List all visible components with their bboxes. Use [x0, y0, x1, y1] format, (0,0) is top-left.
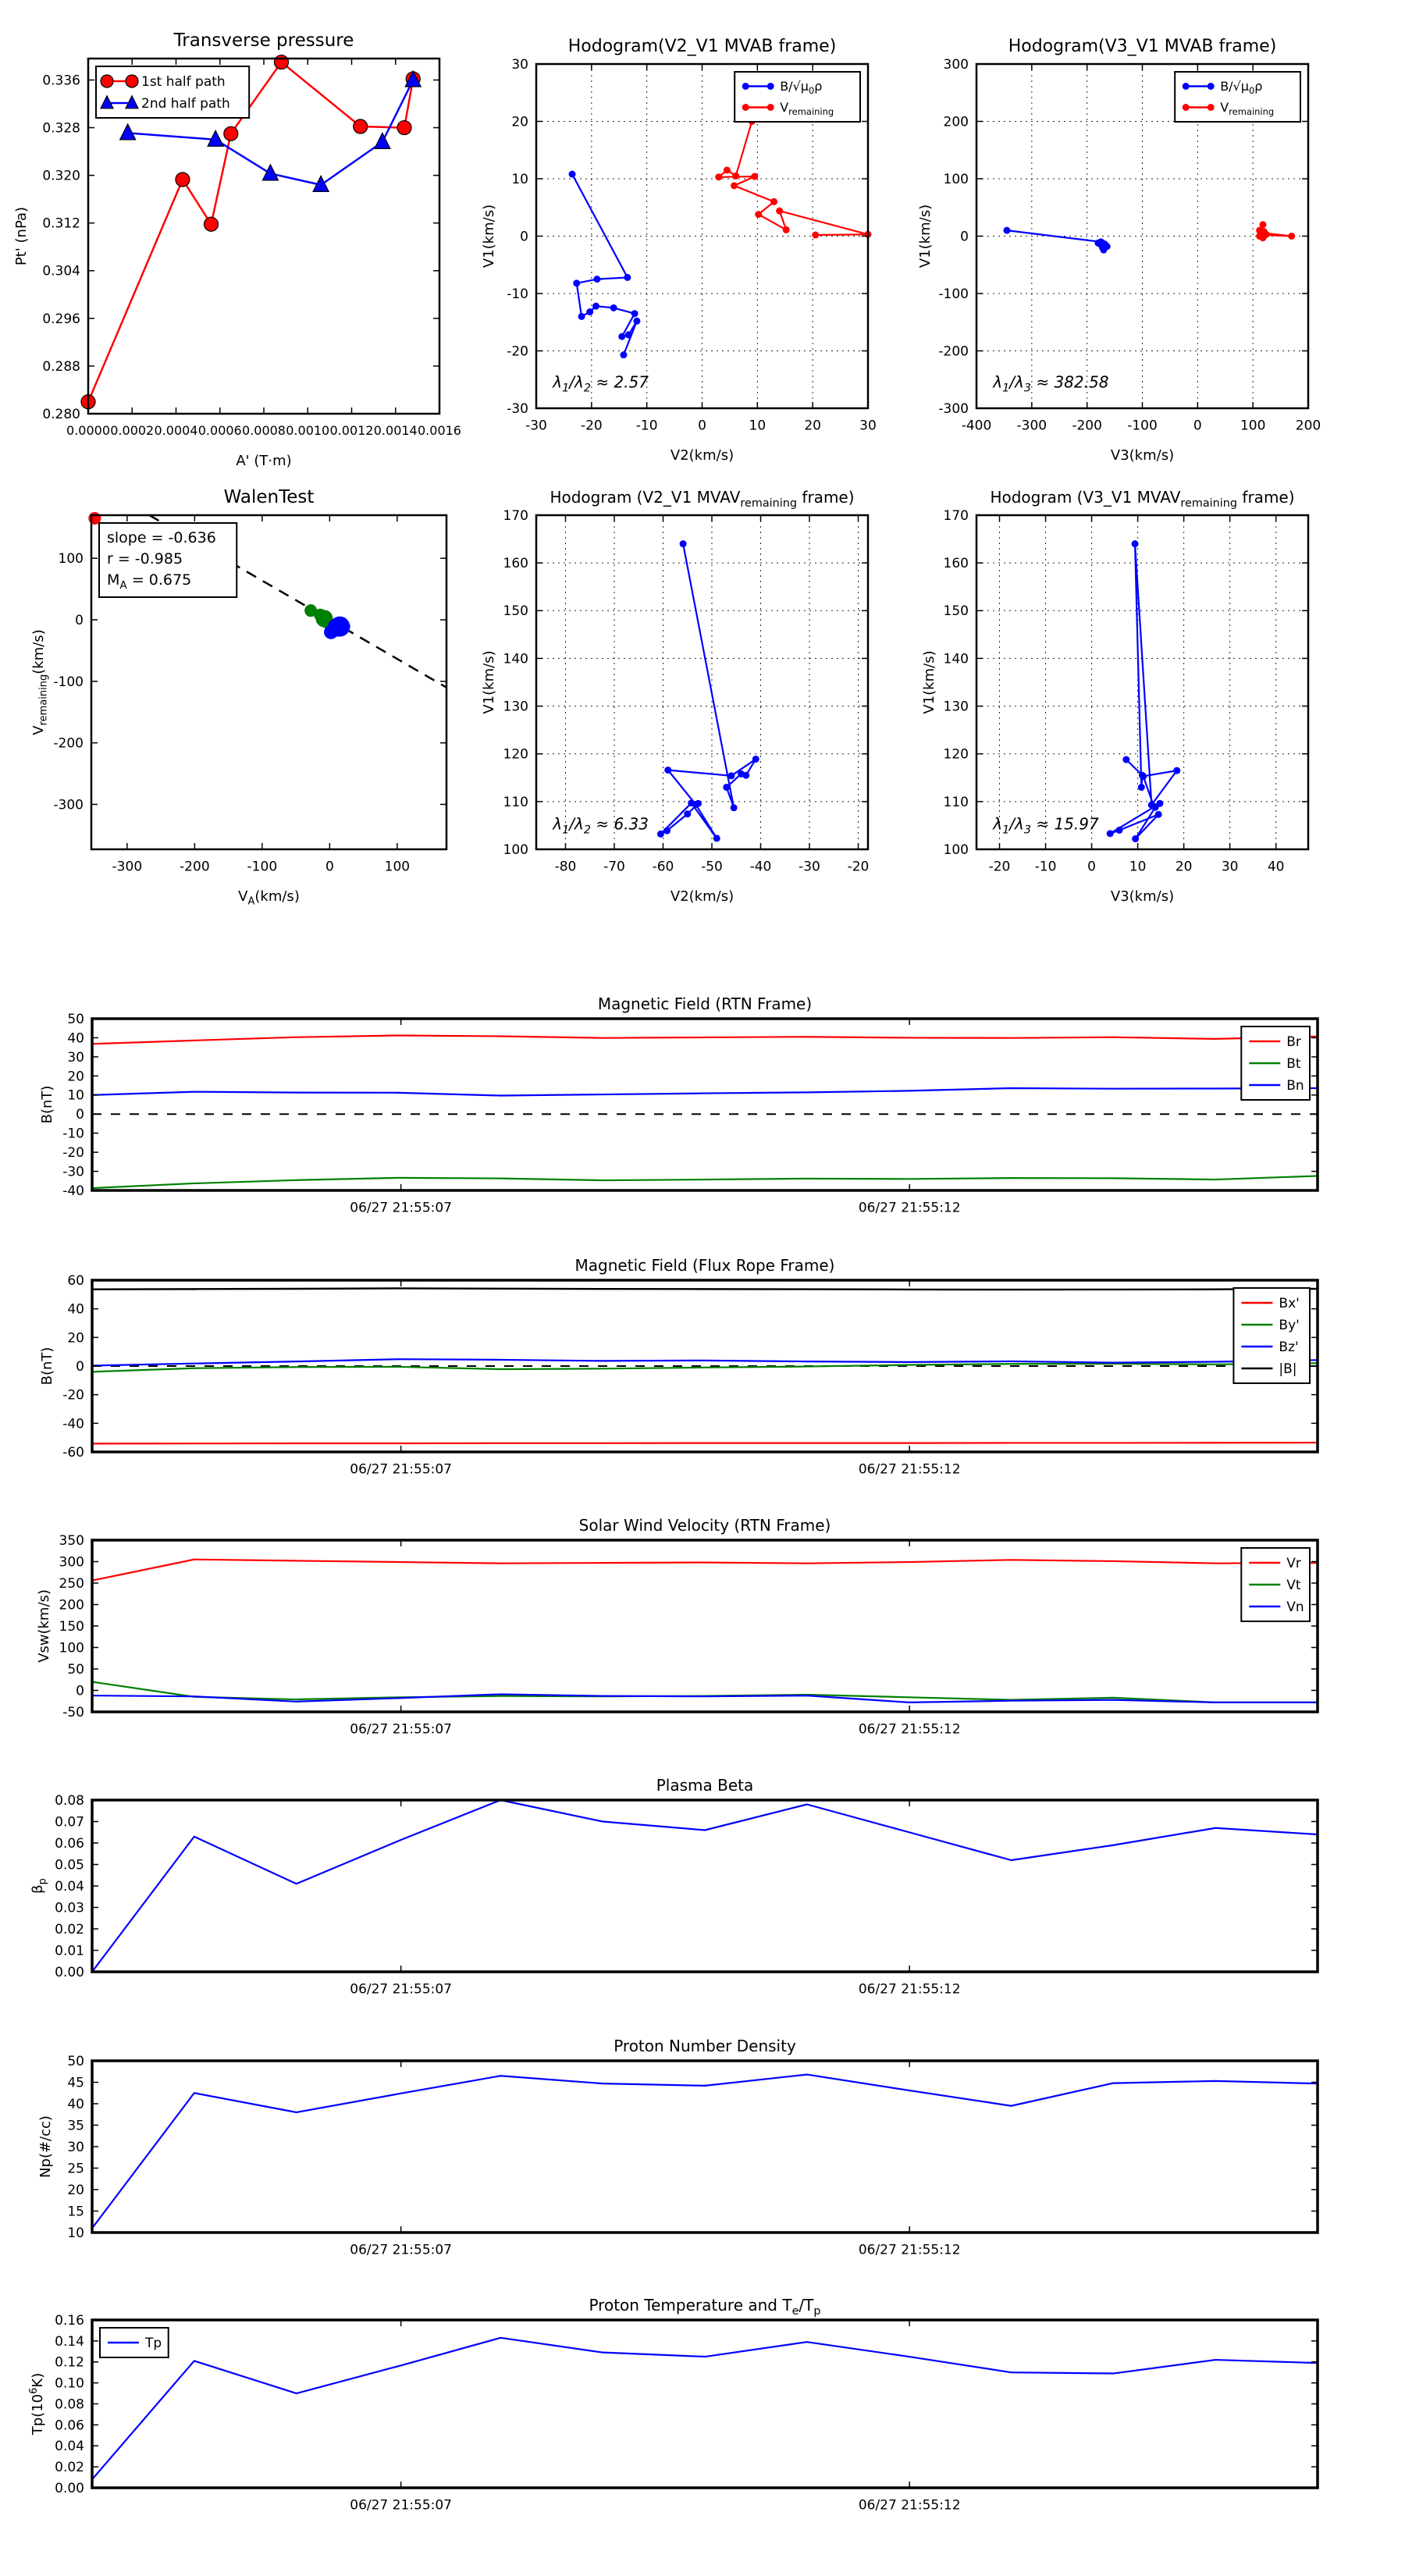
legend-label: 1st half path	[141, 73, 226, 90]
svg-text:0.04: 0.04	[55, 2439, 84, 2455]
svg-text:06/27 21:55:07: 06/27 21:55:07	[350, 1981, 453, 1998]
svg-text:06/27 21:55:12: 06/27 21:55:12	[858, 1461, 961, 1478]
axes-border	[92, 1540, 1318, 1712]
svg-text:06/27 21:55:12: 06/27 21:55:12	[858, 2497, 961, 2514]
svg-text:110: 110	[943, 794, 969, 810]
x-axis-label: V3(km/s)	[1110, 447, 1175, 464]
y-axis-label: V1(km/s)	[921, 650, 937, 714]
hodogram-v3v1-mvab-series-0	[1003, 227, 1110, 254]
y-axis-label: V1(km/s)	[481, 204, 497, 269]
hodogram-v3v1-mvav-grid	[976, 515, 1308, 849]
svg-text:20: 20	[511, 114, 528, 130]
svg-text:170: 170	[503, 507, 528, 524]
svg-text:06/27 21:55:07: 06/27 21:55:07	[350, 1721, 453, 1738]
svg-text:-200: -200	[180, 859, 210, 875]
svg-text:150: 150	[59, 1618, 84, 1635]
svg-text:160: 160	[943, 556, 969, 572]
svg-text:250: 250	[59, 1575, 84, 1592]
y-axis-label: V1(km/s)	[481, 650, 497, 714]
svg-text:0.0008: 0.0008	[242, 422, 286, 438]
svg-text:-200: -200	[53, 735, 84, 752]
svg-text:-70: -70	[603, 859, 625, 875]
svg-text:30: 30	[859, 418, 877, 434]
x-axis-label: V2(km/s)	[670, 888, 735, 905]
svg-text:-100: -100	[938, 286, 969, 302]
svg-text:20: 20	[1175, 859, 1193, 875]
y-axis-label: B(nT)	[39, 1085, 55, 1124]
svg-text:200: 200	[59, 1597, 84, 1614]
svg-text:140: 140	[503, 651, 528, 667]
plot-title: Plasma Beta	[656, 1776, 754, 1795]
velocity-rtn-ticks	[59, 1533, 1318, 1738]
svg-text:0.04: 0.04	[55, 1878, 84, 1895]
hodogram-v3v1-mvav-plot	[921, 488, 1308, 905]
svg-text:-20: -20	[847, 859, 870, 875]
stats-line: $M_A = 0.675$	[107, 571, 192, 592]
svg-text:0.0016: 0.0016	[418, 422, 461, 438]
legend-label: $V_{remaining}$	[780, 100, 834, 118]
plot-title: Magnetic Field (Flux Rope Frame)	[574, 1256, 835, 1275]
legend-label: $V_{remaining}$	[1220, 100, 1275, 118]
y-axis-label: V1(km/s)	[917, 204, 934, 269]
svg-text:120: 120	[503, 746, 528, 763]
svg-text:-60: -60	[652, 859, 674, 875]
svg-text:40: 40	[67, 2096, 84, 2112]
svg-text:-20: -20	[62, 1387, 84, 1404]
svg-text:-300: -300	[1016, 418, 1048, 434]
legend-label: $B/√\mu_0\rho$	[1220, 79, 1263, 97]
svg-text:0.280: 0.280	[42, 406, 80, 422]
svg-text:100: 100	[59, 1640, 84, 1656]
x-axis-label: V3(km/s)	[1110, 888, 1175, 905]
svg-text:200: 200	[943, 114, 969, 130]
svg-text:140: 140	[943, 651, 969, 667]
svg-text:-100: -100	[1127, 418, 1158, 434]
svg-text:50: 50	[67, 1661, 84, 1678]
svg-text:60: 60	[67, 1272, 84, 1289]
axes-border	[92, 2320, 1318, 2488]
mag-fluxrope-plot	[39, 1256, 1318, 1478]
y-axis-label: Vsw(km/s)	[36, 1589, 52, 1663]
eigenvalue-annotation: $\lambda_1/\lambda_2 \approx 6.33$	[553, 814, 649, 837]
svg-text:06/27 21:55:07: 06/27 21:55:07	[350, 2497, 453, 2514]
svg-text:-50: -50	[701, 859, 723, 875]
svg-text:-40: -40	[749, 859, 772, 875]
svg-text:-30: -30	[525, 418, 547, 434]
plasma-beta-series-0	[92, 1800, 1318, 1972]
svg-text:-10: -10	[507, 286, 528, 302]
svg-text:10: 10	[67, 1087, 84, 1104]
svg-text:06/27 21:55:12: 06/27 21:55:12	[858, 1981, 961, 1998]
legend-label: Tp	[145, 2335, 162, 2351]
svg-text:-100: -100	[247, 859, 278, 875]
svg-text:0.01: 0.01	[55, 1943, 84, 1959]
hodogram-v3v1-mvab-series-1	[1256, 221, 1295, 241]
svg-text:-100: -100	[53, 674, 84, 690]
velocity-rtn-series-0	[92, 1560, 1318, 1581]
svg-text:0: 0	[76, 1358, 84, 1375]
proton-density-ticks	[67, 2054, 1318, 2258]
eigenvalue-annotation: $\lambda_1/\lambda_2 \approx 2.57$	[553, 372, 649, 395]
plot-title: WalenTest	[223, 487, 315, 507]
legend-label: Bx'	[1279, 1295, 1300, 1311]
y-axis-label: Np(#/cc)	[37, 2115, 54, 2178]
svg-text:0.304: 0.304	[42, 263, 80, 279]
mag-rtn-series-2	[92, 1088, 1318, 1096]
y-axis-label: B(nT)	[39, 1347, 55, 1386]
svg-text:0.0012: 0.0012	[329, 422, 374, 438]
svg-text:300: 300	[59, 1554, 84, 1571]
svg-text:15: 15	[67, 2204, 84, 2220]
svg-text:10: 10	[67, 2225, 84, 2241]
svg-text:10: 10	[511, 171, 528, 187]
svg-text:100: 100	[384, 859, 411, 875]
axes-border	[92, 1019, 1318, 1190]
svg-text:06/27 21:55:07: 06/27 21:55:07	[350, 1461, 453, 1478]
svg-text:0.08: 0.08	[55, 1792, 84, 1809]
y-axis-label: $V_{remaining}(km/s)$	[30, 629, 50, 735]
svg-text:0.12: 0.12	[55, 2354, 84, 2371]
svg-text:100: 100	[943, 171, 969, 187]
svg-text:0.05: 0.05	[55, 1857, 84, 1873]
svg-text:10: 10	[749, 418, 767, 434]
svg-text:45: 45	[67, 2075, 84, 2091]
hodogram-v2v1-mvab-series-1	[715, 107, 871, 238]
velocity-rtn-legend	[1241, 1548, 1310, 1621]
svg-text:06/27 21:55:07: 06/27 21:55:07	[350, 2242, 453, 2258]
svg-text:-200: -200	[938, 343, 969, 360]
svg-text:160: 160	[503, 556, 528, 572]
svg-text:20: 20	[67, 1330, 84, 1347]
svg-text:0.07: 0.07	[55, 1814, 84, 1831]
svg-text:0.328: 0.328	[42, 120, 80, 137]
svg-text:-30: -30	[507, 400, 528, 417]
svg-text:200: 200	[1295, 418, 1321, 434]
svg-text:-300: -300	[112, 859, 143, 875]
svg-text:0.06: 0.06	[55, 1835, 84, 1852]
plot-title: Hodogram(V3_V1 MVAB frame)	[1008, 37, 1277, 56]
hodogram-v2v1-mvav-plot	[481, 488, 870, 905]
svg-text:300: 300	[943, 56, 969, 73]
svg-text:0: 0	[325, 859, 334, 875]
svg-text:100: 100	[503, 841, 528, 858]
proton-density-series-0	[92, 2075, 1318, 2229]
svg-text:0.0004: 0.0004	[154, 422, 198, 438]
legend-label: Bn	[1286, 1077, 1304, 1094]
eigenvalue-annotation: $\lambda_1/\lambda_3 \approx 382.58$	[993, 372, 1109, 395]
svg-text:-20: -20	[507, 343, 528, 360]
legend-label: Vn	[1286, 1599, 1304, 1615]
legend-label: Vt	[1286, 1577, 1301, 1593]
svg-text:06/27 21:55:12: 06/27 21:55:12	[858, 1721, 961, 1738]
svg-text:0.03: 0.03	[55, 1900, 84, 1916]
velocity-rtn-series-1	[92, 1682, 1318, 1703]
svg-text:20: 20	[804, 418, 821, 434]
svg-text:0.0014: 0.0014	[373, 422, 418, 438]
svg-text:-10: -10	[1034, 859, 1057, 875]
svg-text:0.08: 0.08	[55, 2396, 84, 2413]
svg-text:20: 20	[67, 1069, 84, 1085]
svg-text:0: 0	[1087, 859, 1096, 875]
mag-fluxrope-legend	[1233, 1288, 1310, 1383]
svg-text:0.00: 0.00	[55, 1964, 84, 1980]
svg-text:50: 50	[67, 2053, 84, 2069]
svg-text:-50: -50	[62, 1704, 84, 1720]
svg-text:0.02: 0.02	[55, 1921, 84, 1937]
svg-text:120: 120	[943, 746, 969, 763]
plot-title: Hodogram(V2_V1 MVAB frame)	[567, 37, 837, 56]
stats-line: slope = -0.636	[107, 529, 216, 546]
svg-text:40: 40	[67, 1301, 84, 1318]
walen-test-plot	[30, 487, 446, 908]
hodogram-v2v1-mvav-series-0	[657, 540, 759, 841]
y-axis-label: $\beta_p$	[30, 1878, 49, 1894]
proton-density-plot	[37, 2037, 1318, 2258]
svg-text:0.00: 0.00	[55, 2480, 84, 2496]
transverse-pressure-plot	[13, 30, 461, 469]
svg-text:-20: -20	[988, 859, 1011, 875]
svg-text:06/27 21:55:12: 06/27 21:55:12	[858, 2242, 961, 2258]
legend-label: |B|	[1279, 1361, 1297, 1377]
plot-title: Hodogram (V2_V1 $MVAV_{remaining}$ frame)	[550, 488, 855, 510]
plasma-beta-ticks	[55, 1793, 1318, 1998]
svg-text:0.312: 0.312	[42, 215, 80, 232]
svg-text:0: 0	[960, 229, 969, 245]
proton-temp-legend	[100, 2328, 169, 2357]
svg-text:0: 0	[698, 418, 706, 434]
svg-text:10: 10	[1129, 859, 1147, 875]
svg-text:-200: -200	[1072, 418, 1102, 434]
plot-title: Proton Number Density	[614, 2037, 796, 2055]
hodogram-v2v1-mvav-grid	[536, 515, 868, 849]
proton-temp-plot	[28, 2296, 1318, 2514]
svg-text:-30: -30	[799, 859, 820, 875]
velocity-rtn-plot	[36, 1516, 1318, 1738]
axes-border	[92, 1280, 1318, 1452]
svg-text:25: 25	[67, 2161, 84, 2177]
svg-text:0.0002: 0.0002	[110, 422, 155, 438]
plot-title: Hodogram (V3_V1 $MVAV_{remaining}$ frame)	[990, 488, 1295, 510]
hodogram-v2v1-mvab-series-0	[569, 171, 641, 359]
svg-text:-80: -80	[554, 859, 577, 875]
svg-text:-40: -40	[62, 1183, 84, 1199]
svg-text:0: 0	[75, 612, 84, 628]
svg-text:0: 0	[76, 1107, 84, 1123]
x-axis-label: $V_A(km/s)$	[238, 888, 300, 908]
axes-border	[92, 1800, 1318, 1972]
plot-title: Magnetic Field (RTN Frame)	[597, 994, 813, 1013]
mag-rtn-series-1	[92, 1176, 1318, 1188]
y-axis-label: $Tp(10^6K)$	[28, 2372, 46, 2435]
svg-text:0.14: 0.14	[55, 2333, 84, 2350]
walen-test-stats-box	[99, 523, 237, 597]
eigenvalue-annotation: $\lambda_1/\lambda_3 \approx 15.97$	[993, 814, 1099, 837]
svg-text:20: 20	[67, 2182, 84, 2198]
svg-text:0.336: 0.336	[42, 73, 80, 89]
svg-text:0.296: 0.296	[42, 311, 80, 327]
svg-text:06/27 21:55:12: 06/27 21:55:12	[858, 1200, 961, 1216]
svg-text:0.288: 0.288	[42, 358, 80, 375]
mag-rtn-plot	[39, 994, 1318, 1216]
svg-text:30: 30	[67, 1049, 84, 1066]
hodogram-v2v1-mvab-legend	[735, 72, 860, 122]
svg-text:30: 30	[511, 56, 528, 73]
transverse-pressure-legend	[96, 66, 249, 118]
svg-text:30: 30	[1221, 859, 1239, 875]
svg-text:-60: -60	[62, 1444, 84, 1461]
svg-text:-20: -20	[580, 418, 603, 434]
legend-label: Br	[1286, 1034, 1301, 1050]
plot-title: Proton Temperature and $T_e/T_p$	[589, 2296, 821, 2318]
mag-fluxrope-series-1	[92, 1363, 1318, 1372]
x-axis-label: V2(km/s)	[670, 447, 735, 464]
svg-text:-20: -20	[62, 1145, 84, 1162]
svg-text:130: 130	[503, 699, 528, 715]
x-axis-label: A' (T·m)	[236, 453, 292, 469]
svg-text:150: 150	[943, 603, 969, 620]
svg-text:110: 110	[503, 794, 528, 810]
legend-label: Bz'	[1279, 1339, 1299, 1355]
svg-text:0.06: 0.06	[55, 2418, 84, 2434]
hodogram-v3v1-mvav-series-0	[1107, 540, 1181, 842]
svg-text:170: 170	[943, 507, 969, 524]
axes-border	[536, 515, 868, 849]
mag-rtn-legend	[1241, 1026, 1310, 1100]
plot-title: Transverse pressure	[173, 30, 354, 51]
legend-label: Bt	[1286, 1055, 1301, 1072]
svg-text:40: 40	[67, 1030, 84, 1047]
legend-label: 2nd half path	[141, 95, 230, 112]
y-axis-label: Pt' (nPa)	[13, 206, 30, 266]
svg-text:40: 40	[1267, 859, 1285, 875]
svg-text:100: 100	[58, 551, 84, 568]
svg-text:0: 0	[76, 1683, 84, 1699]
axes-border	[976, 515, 1308, 849]
hodogram-v3v1-mvab-legend	[1175, 72, 1300, 122]
svg-text:0.0010: 0.0010	[286, 422, 330, 438]
svg-text:0.02: 0.02	[55, 2460, 84, 2476]
svg-text:35: 35	[67, 2118, 84, 2134]
svg-text:-400: -400	[961, 418, 992, 434]
svg-text:-40: -40	[62, 1416, 84, 1432]
svg-text:0: 0	[520, 229, 528, 245]
svg-text:100: 100	[943, 841, 969, 858]
plot-title: Solar Wind Velocity (RTN Frame)	[578, 1516, 831, 1535]
svg-text:0.16: 0.16	[55, 2312, 84, 2329]
legend-label: Vr	[1286, 1555, 1301, 1571]
svg-text:30: 30	[67, 2139, 84, 2155]
svg-text:-10: -10	[635, 418, 658, 434]
proton-temp-ticks	[55, 2313, 1318, 2514]
svg-text:100: 100	[1240, 418, 1266, 434]
svg-text:0.10: 0.10	[55, 2375, 84, 2392]
svg-text:06/27 21:55:07: 06/27 21:55:07	[350, 1200, 453, 1216]
mag-rtn-series-0	[92, 1036, 1318, 1044]
proton-temp-series-0	[92, 2335, 1318, 2479]
hodogram-v3v1-mvab-plot	[917, 37, 1321, 464]
svg-text:0.0006: 0.0006	[197, 422, 242, 438]
mag-fluxrope-ticks	[62, 1273, 1318, 1478]
svg-text:50: 50	[67, 1011, 84, 1027]
svg-text:0.0000: 0.0000	[66, 422, 110, 438]
svg-text:-30: -30	[62, 1164, 84, 1180]
svg-text:0.320: 0.320	[42, 168, 80, 184]
svg-text:0: 0	[1193, 418, 1202, 434]
mag-fluxrope-series-3	[92, 1288, 1318, 1290]
hodogram-v2v1-mvab-plot	[481, 37, 877, 464]
svg-text:350: 350	[59, 1532, 84, 1549]
legend-label: $B/√\mu_0\rho$	[780, 79, 823, 97]
svg-text:-10: -10	[62, 1126, 84, 1142]
stats-line: r = -0.985	[107, 550, 183, 568]
svg-text:-300: -300	[938, 400, 969, 417]
svg-text:-300: -300	[53, 797, 84, 813]
svg-text:150: 150	[503, 603, 528, 620]
legend-label: By'	[1279, 1317, 1300, 1333]
svg-text:130: 130	[943, 699, 969, 715]
